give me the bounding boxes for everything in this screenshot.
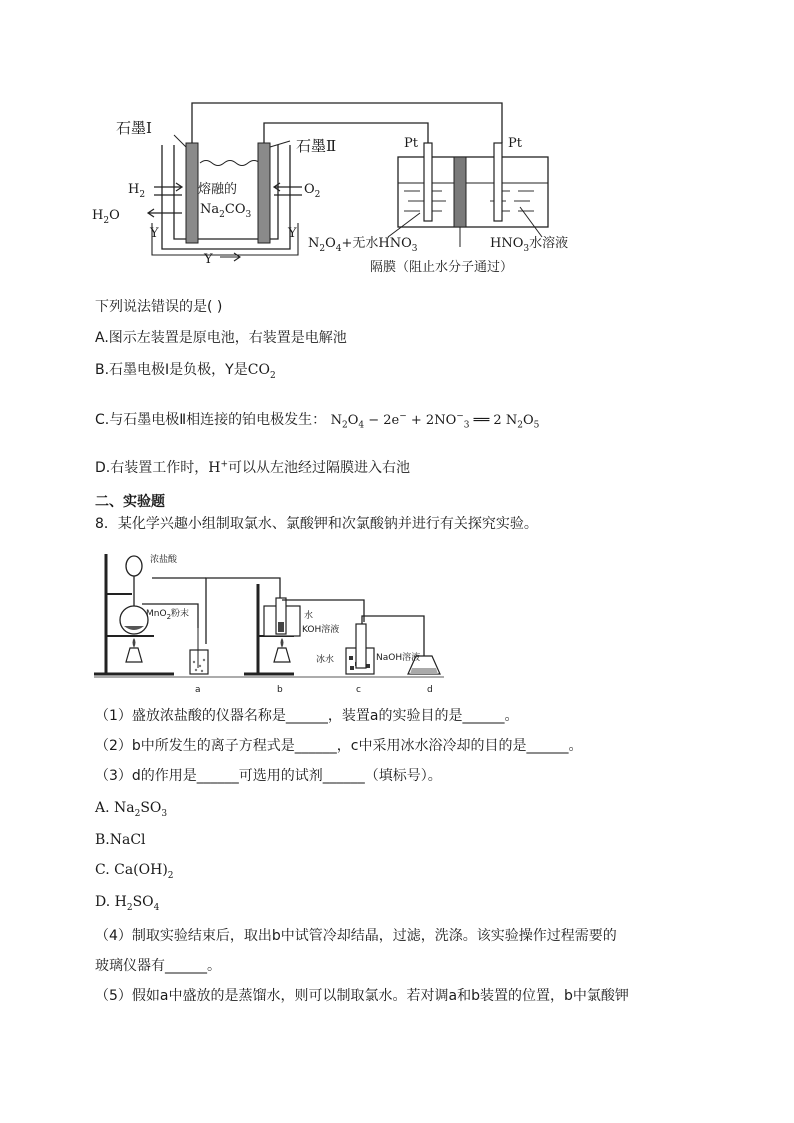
o2-inlet-arrow bbox=[274, 183, 302, 191]
water-label: 水 bbox=[304, 611, 314, 621]
section-heading: 二、实验题 bbox=[95, 494, 165, 510]
naoh-label: NaOH溶液 bbox=[376, 653, 421, 663]
q8-option-b: B.NaCl bbox=[95, 832, 146, 848]
q8-option-d: D. $H_2SO_4$ bbox=[95, 894, 160, 913]
h2o-outlet-arrow bbox=[148, 209, 182, 217]
q7-option-b: B.石墨电极Ⅰ是负极，Y是$CO_2$ bbox=[95, 362, 276, 381]
label-d: d bbox=[427, 685, 433, 695]
melt-surface bbox=[200, 161, 260, 166]
q8-part-3: （3）d的作用是______可选用的试剂______（填标号）。 bbox=[95, 768, 442, 784]
label-c: c bbox=[356, 685, 361, 695]
right-solution-label: $HNO_3$水溶液 bbox=[490, 236, 569, 254]
electrochem-cell-figure bbox=[90, 95, 620, 285]
mno2-label: MnO$_2$粉末 bbox=[146, 609, 190, 621]
pt-electrode-left bbox=[424, 143, 432, 221]
wash-bottle-a bbox=[190, 650, 208, 674]
separatory-funnel bbox=[126, 556, 142, 576]
q7-option-a: A.图示左装置是原电池，右装置是电解池 bbox=[95, 330, 347, 346]
h2-inlet-arrow bbox=[154, 183, 182, 191]
membrane-label: 隔膜（阻止水分子通过） bbox=[370, 260, 514, 275]
fuel-cell-vessel-outer bbox=[162, 145, 290, 249]
q8-part-2: （2）b中所发生的离子方程式是______，c中采用冰水浴冷却的目的是______。 bbox=[95, 738, 583, 754]
membrane bbox=[454, 157, 466, 227]
pt-electrode-right bbox=[494, 143, 502, 221]
pt-left-label: Pt bbox=[404, 136, 418, 151]
h2-label: $H_2$ bbox=[128, 182, 146, 200]
pt-right-label: Pt bbox=[508, 136, 522, 151]
q8-part-1: （1）盛放浓盐酸的仪器名称是______，装置a的实验目的是______。 bbox=[95, 708, 519, 724]
q7-stem: 下列说法错误的是( ) bbox=[95, 299, 223, 315]
graphite-electrode-1 bbox=[186, 143, 198, 243]
graphite-electrode-2 bbox=[258, 143, 270, 243]
y-left-label: Y bbox=[150, 226, 159, 241]
q7-option-d: D.右装置工作时，H+可以从左池经过隔膜进入右池 bbox=[95, 459, 410, 476]
o2-label: $O_2$ bbox=[304, 182, 321, 200]
left-solution-label: $N_2O_4+$无水$HNO_3$ bbox=[308, 236, 418, 254]
graphite-1-label: 石墨Ⅰ bbox=[116, 119, 152, 137]
test-tube-c bbox=[356, 624, 366, 668]
alcohol-lamp-1 bbox=[126, 648, 142, 662]
q8-stem: 8．某化学兴趣小组制取氯水、氯酸钾和次氯酸钠并进行有关探究实验。 bbox=[95, 516, 538, 532]
y-bottom-label: Y bbox=[204, 252, 213, 267]
molten-label: 熔融的 bbox=[198, 182, 238, 197]
y-right-label: Y bbox=[288, 226, 297, 241]
apparatus-figure bbox=[94, 544, 444, 696]
q8-option-a: A. $Na_2SO_3$ bbox=[95, 800, 168, 819]
q7-option-c: C.与石墨电极Ⅱ相连接的铂电极发生： $N_2O_4 - 2e^- + 2NO^-_3$ ══ 2 $N_2O_5$ bbox=[95, 411, 540, 431]
y-flow-arrow bbox=[220, 253, 240, 261]
ice-water-label: 冰水 bbox=[316, 655, 335, 665]
h2o-label: $H_2O$ bbox=[92, 208, 120, 226]
q7-equation: $N_2O_4 - 2e^- + 2NO^-_3$ ══ 2 $N_2O_5$ bbox=[330, 411, 540, 431]
label-a: a bbox=[195, 685, 201, 695]
hcl-label: 浓盐酸 bbox=[150, 555, 178, 565]
koh-label: KOH溶液 bbox=[302, 625, 340, 635]
label-b: b bbox=[277, 685, 283, 695]
graphite-2-label: 石墨Ⅱ bbox=[296, 137, 337, 155]
q8-part-5: （5）假如a中盛放的是蒸馏水，则可以制取氯水。若对调a和b装置的位置，b中氯酸钾 bbox=[95, 988, 629, 1004]
q8-option-c: C. $Ca(OH)_2$ bbox=[95, 862, 174, 881]
electrolysis-cell bbox=[398, 157, 548, 227]
na2co3-label: $Na_2CO_3$ bbox=[200, 202, 252, 220]
q8-part-4-line2: 玻璃仪器有______。 bbox=[95, 958, 221, 974]
alcohol-lamp-2 bbox=[274, 648, 290, 662]
q8-part-4-line1: （4）制取实验结束后，取出b中试管冷却结晶，过滤，洗涤。该实验操作过程需要的 bbox=[95, 928, 617, 944]
